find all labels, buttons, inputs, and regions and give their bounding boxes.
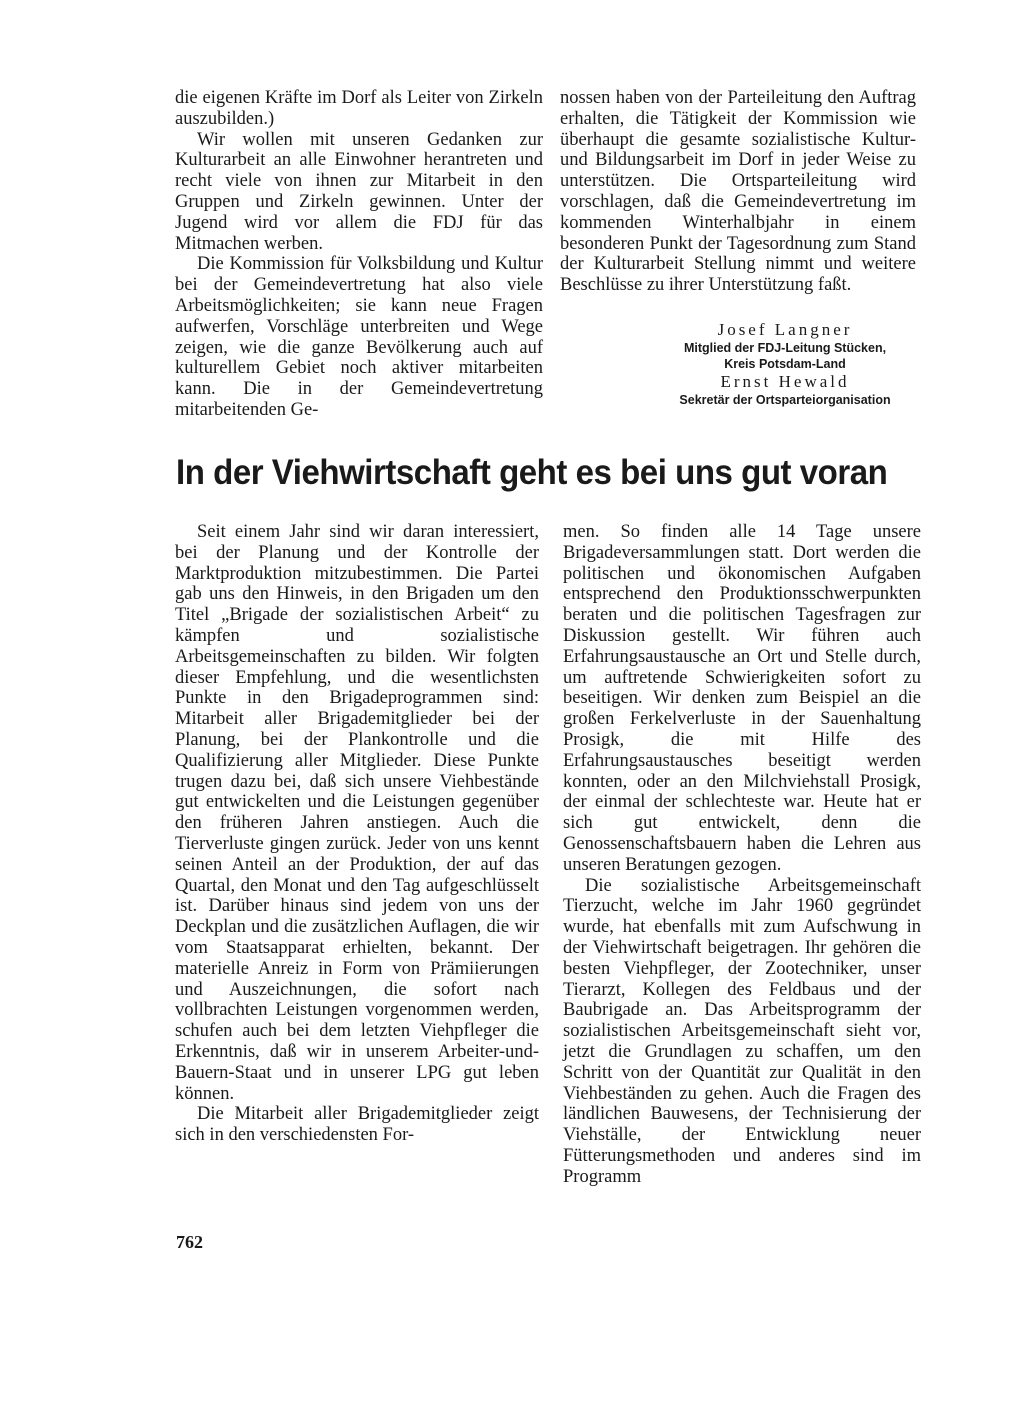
top-left-column [175,88,543,421]
author-role: Mitglied der FDJ-Leitung Stücken, [683,341,887,355]
paragraph: Die Mitarbeit aller Brigademitglieder zeigt sich in den verschiedensten For- [175,1104,539,1146]
paragraph: Seit einem Jahr sind wir daran interessiert, bei der Planung und der Kontrolle der Marktproduktion mitzubestimmen. Die Partei gab uns den Hinweis, in den Brigaden um den Titel „Brigade der sozialistischen Arbeit“ zu kämpfen und sozialistische Arbeitsgemeinschaften zu bilden. Wir folgten dieser Empfehlung, und die wesentlichsten Punkte in den Brigadeprogrammen sind: Mitarbeit aller Brigademitglieder bei der Planung, bei der Plankontrolle und die Qualifizierung aller Mitglieder. Diese Punkte trugen dazu bei, daß sich unsere Viehbestände gut entwickelten und die Leistungen gegenüber den früheren Jahren anstiegen. Auch die Tierverluste gingen zurück. Jeder von uns kennt seinen Anteil an der Produktion, der auf das Quartal, den Monat und den Tag aufgeschlüsselt ist. Darüber hinaus sind jedem von uns der Deckplan und die zusätzlichen Auflagen, die wir vom Staatsapparat erhielten, bekannt. Der materielle Anreiz in Form von Prämiierungen und Auszeichnungen, die sofort nach vollbrachten Leistungen vorgenommen werden, schufen auch bei dem letzten Viehpfleger die Erkenntnis, daß wir in unserem Arbeiter-und-Bauern-Staat und in unserer LPG gut leben können. [175,522,539,1104]
bottom-left-column [175,522,539,1146]
author-name: Josef Langner [717,320,853,339]
paragraph: men. So finden alle 14 Tage unsere Brigadeversammlungen statt. Dort werden die politischen und ökonomischen Aufgaben entsprechend den Produktionsschwerpunkten beraten und die politischen Tagesfragen zur Diskussion gestellt. Wir führen auch Erfahrungsaustausche an Ort und Stelle durch, um auftretende Schwierigkeiten sofort zu beseitigen. Wir denken zum Beispiel an die großen Ferkelverluste in der Sauenhaltung Prosigk, die mit Hilfe des Erfahrungsaustausches beseitigt werden konnten, oder an den Milchviehstall Prosigk, der einmal der schlechteste war. Heute hat er sich gut entwickelt, denn die Genossenschaftsbauern haben die Lehren aus unseren Beratungen gezogen. [563,522,921,875]
paragraph: die eigenen Kräfte im Dorf als Leiter von Zirkeln auszubilden.) [175,88,543,129]
article-headline: In der Viehwirtschaft geht es bei uns gut voran [176,452,888,492]
author-name: Ernst Hewald [720,372,850,391]
paragraph: Die Kommission für Volksbildung und Kultur bei der Gemeindevertretung hat also viele Arbeitsmöglichkeiten; sie kann neue Fragen aufwerfen, Vorschläge unterbreiten und Wege zeigen, wie die ganze Bevölkerung auch auf kulturellem Gebiet noch aktiver mitarbeiten kann. Die in der Gemeindevertretung mitarbeitenden Ge- [175,254,543,420]
paragraph: nossen haben von der Parteileitung den Auftrag erhalten, die Tätigkeit der Kommission wie überhaupt die gesamte sozialistische Kultur- und Bildungsarbeit im Dorf in jeder Weise zu unterstützen. Die Ortsparteileitung wird vorschlagen, daß die Gemeindevertretung im kommenden Winterhalbjahr in einem besonderen Punkt der Tagesordnung zum Stand der Kulturarbeit Stellung nimmt und weitere Beschlüsse zu ihrer Unterstützung faßt. [560,88,916,296]
page-number: 762 [176,1232,203,1252]
bottom-right-column [563,522,921,1188]
top-right-column [560,88,916,296]
paragraph: Die sozialistische Arbeitsgemeinschaft Tierzucht, welche im Jahr 1960 gegründet wurde, hat ebenfalls mit zum Aufschwung in der Viehwirtschaft beigetragen. Ihr gehören die besten Viehpfleger, der Zootechniker, unser Tierarzt, Kollegen des Feldbaus und der Baubrigade an. Das Arbeitsprogramm der sozialistischen Arbeitsgemeinschaft sieht vor, jetzt die Grundlagen zu schaffen, um den Schritt von der Quantität zur Qualität in den Viehbeständen zu gehen. Auch die Fragen des ländlichen Bauwesens, der Technisierung der Viehställe, der Entwicklung neuer Fütterungsmethoden und anderes sind im Programm [563,875,921,1187]
author-role: Kreis Potsdam-Land [724,357,846,371]
signature-block-2 [640,372,930,408]
paragraph: Wir wollen mit unseren Gedanken zur Kulturarbeit an alle Einwohner herantreten und recht viele von ihnen zur Mitarbeit in den Gruppen und Zirkeln gewinnen. Unter der Jugend wird vor allem die FDJ für das Mitmachen werben. [175,129,543,254]
signature-block-1 [640,320,930,372]
author-role: Sekretär der Ortsparteiorganisation [679,393,891,407]
